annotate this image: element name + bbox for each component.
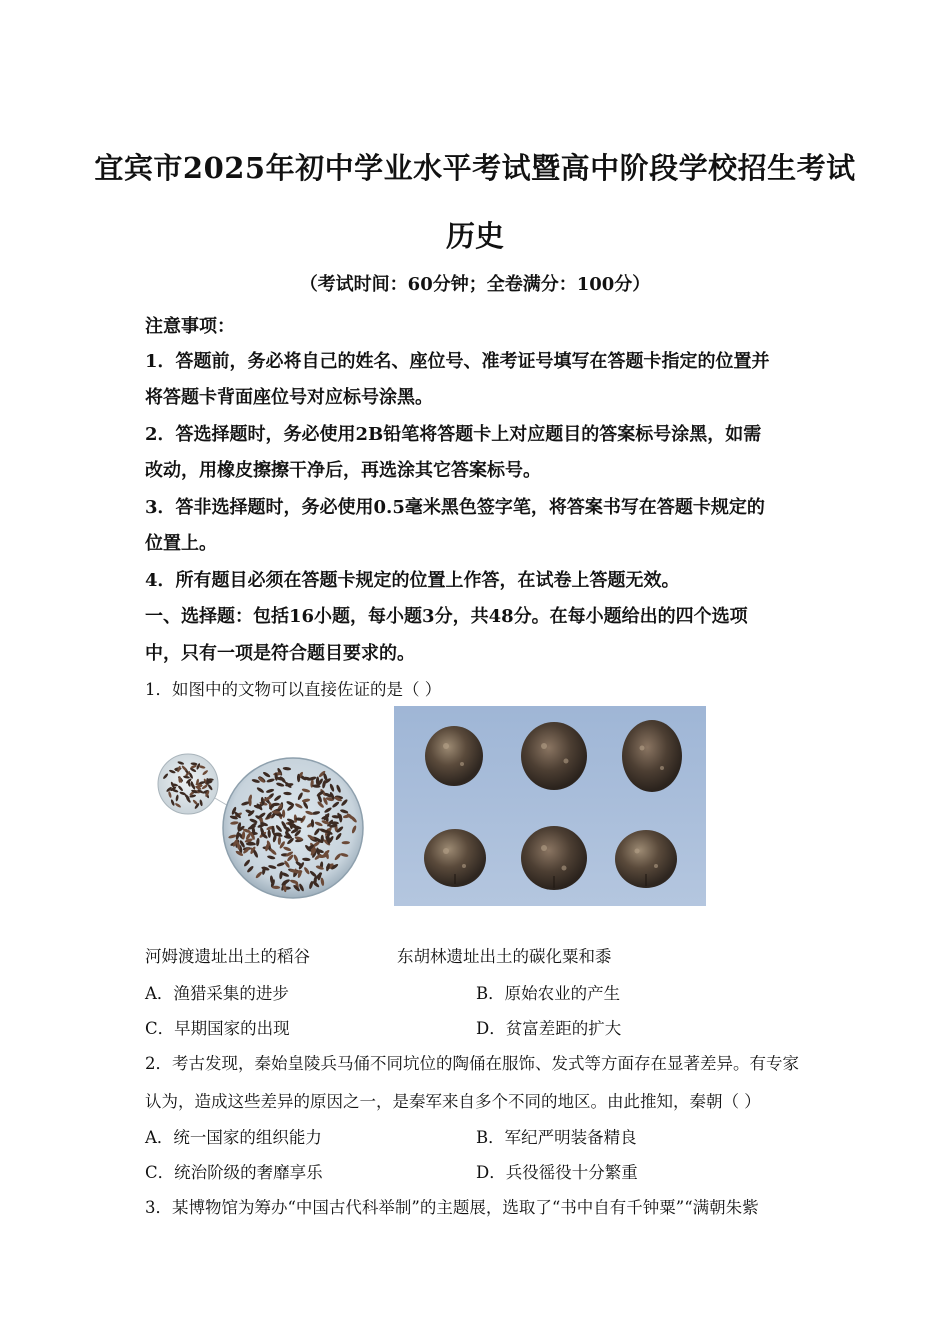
q2-option-c: C．统治阶级的奢靡享乐 [145, 1163, 323, 1182]
notes-line: 位置上。 [145, 533, 217, 554]
exam-title: 宜宾市2025年初中学业水平考试暨高中阶段学校招生考试 [94, 151, 856, 185]
question-3-stem: 3．某博物馆为筹办“中国古代科举制”的主题展，选取了“书中自有千钟粟”“满朝朱紫 [145, 1198, 759, 1217]
notes-line: 2．答选择题时，务必使用2B铅笔将答题卡上对应题目的答案标号涂黑，如需 [145, 424, 762, 445]
q1-option-c: C．早期国家的出现 [145, 1019, 290, 1038]
section-heading: 一、选择题：包括16小题，每小题3分，共48分。在每小题给出的四个选项 [145, 606, 748, 627]
q2-option-d: D．兵役徭役十分繁重 [476, 1163, 638, 1182]
q1-option-b: B．原始农业的产生 [476, 984, 621, 1003]
caption-millet: 东胡林遗址出土的碳化粟和黍 [397, 947, 612, 966]
q1-option-a: A．渔猎采集的进步 [145, 984, 289, 1003]
rice-grains-image [150, 742, 372, 912]
notes-line: 4．所有题目必须在答题卡规定的位置上作答，在试卷上答题无效。 [145, 570, 680, 591]
q1-option-d: D．贫富差距的扩大 [476, 1019, 622, 1038]
notes-line: 将答题卡背面座位号对应标号涂黑。 [145, 387, 433, 408]
question-1-stem: 1．如图中的文物可以直接佐证的是（ ） [145, 680, 442, 699]
subject-title: 历史 [445, 219, 504, 253]
millet-grains-image [394, 706, 706, 906]
q2-option-b: B．军纪严明装备精良 [476, 1128, 637, 1147]
question-2-stem: 2．考古发现，秦始皇陵兵马俑不同坑位的陶俑在服饰、发式等方面存在显著差异。有专家 [145, 1054, 799, 1073]
notes-line: 改动，用橡皮擦擦干净后，再选涂其它答案标号。 [145, 460, 541, 481]
question-2-stem: 认为，造成这些差异的原因之一，是秦军来自多个不同的地区。由此推知，秦朝（ ） [145, 1092, 761, 1111]
q2-option-a: A．统一国家的组织能力 [145, 1128, 322, 1147]
section-heading: 中，只有一项是符合题目要求的。 [145, 643, 415, 664]
exam-info: （考试时间：60分钟；全卷满分：100分） [299, 274, 651, 295]
caption-rice: 河姆渡遗址出土的稻谷 [145, 947, 310, 966]
notes-line: 3．答非选择题时，务必使用0.5毫米黑色签字笔，将答案书写在答题卡规定的 [145, 497, 765, 518]
notes-line: 1．答题前，务必将自己的姓名、座位号、准考证号填写在答题卡指定的位置并 [145, 351, 770, 372]
notes-heading: 注意事项： [145, 316, 235, 337]
